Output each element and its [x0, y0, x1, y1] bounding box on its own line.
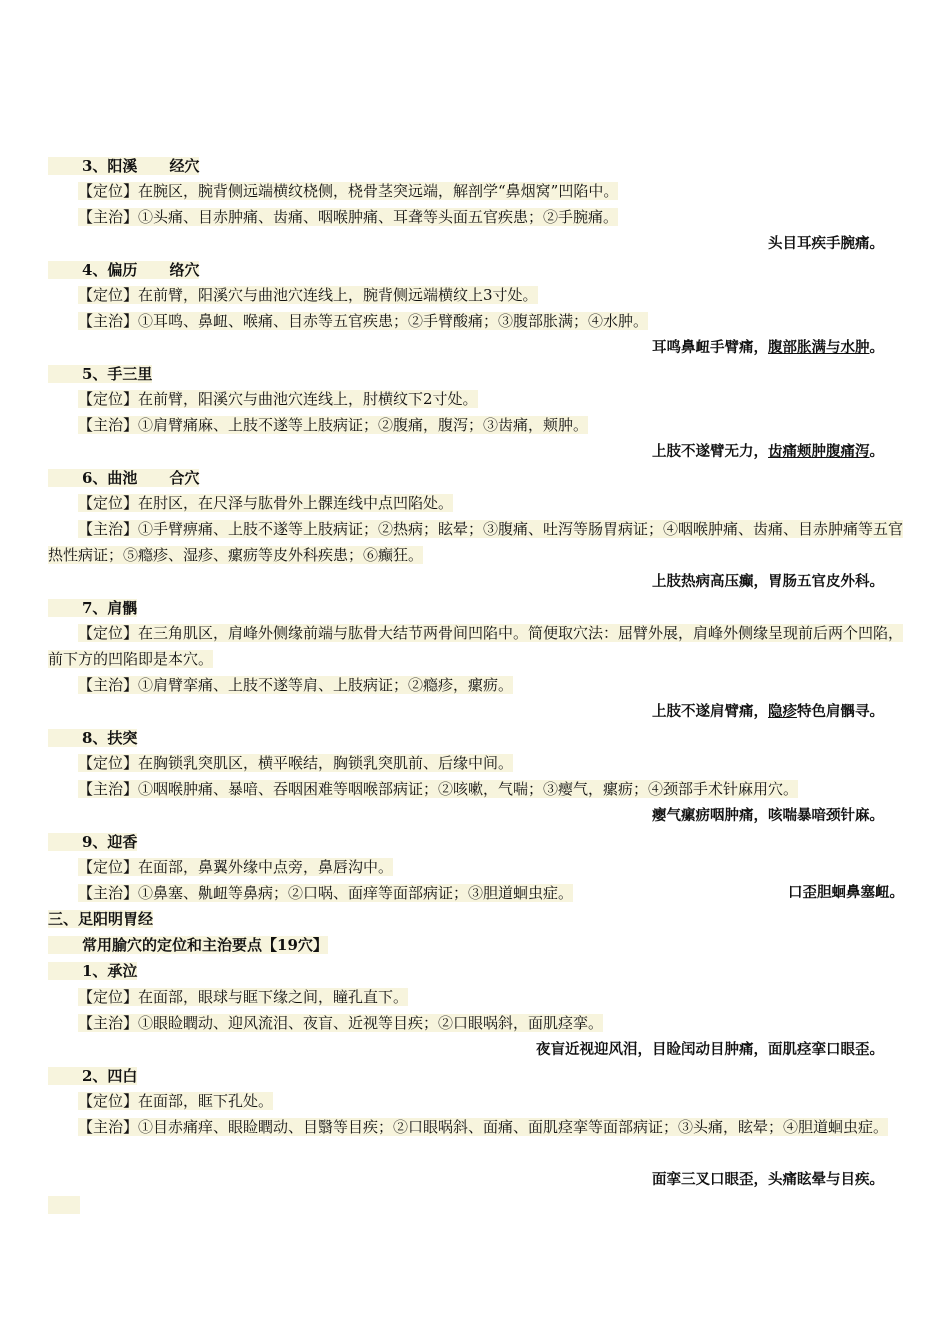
point-title: 9、迎香 — [48, 833, 137, 851]
mnemonic: 口歪胆蛔鼻塞衄。 — [788, 884, 904, 901]
mnemonic: 面挛三叉口眼歪，头痛眩晕与目疾。 — [652, 1171, 884, 1188]
point-tag: 合穴 — [137, 469, 199, 487]
point-heading — [48, 728, 137, 748]
mnemonic: 上肢不遂臂无力，齿痛颊肿腹痛泻。 — [652, 443, 884, 460]
point-heading — [48, 1066, 137, 1086]
point-title: 8、扶突 — [48, 729, 137, 747]
point-heading — [48, 961, 137, 981]
indication-line: 【主治】①咽喉肿痛、暴喑、吞咽困难等咽喉部病证；②咳嗽，气喘；③瘿气，瘰疬；④颈部手术针麻用穴。 — [78, 780, 799, 798]
point-tag: 络穴 — [137, 261, 199, 279]
indication-line: 【主治】①肩臂痛麻、上肢不遂等上肢病证；②腹痛，腹泻；③齿痛，颊肿。 — [78, 416, 589, 434]
point-title: 7、肩髃 — [48, 599, 137, 617]
mnemonic: 头目耳疾手腕痛。 — [768, 235, 884, 252]
location-line: 【定位】在胸锁乳突肌区，横平喉结，胸锁乳突肌前、后缘中间。 — [78, 754, 514, 772]
location-line: 【定位】在肘区，在尺泽与肱骨外上髁连线中点凹陷处。 — [78, 494, 454, 512]
point-heading — [48, 468, 199, 488]
location-line: 【定位】在前臂，阳溪穴与曲池穴连线上，肘横纹下2寸处。 — [78, 390, 478, 408]
point-heading — [48, 832, 137, 852]
mnemonic: 夜盲近视迎风泪，目睑闰动目肿痛，面肌痉挛口眼歪。 — [536, 1041, 884, 1058]
indication-line: 【主治】①眼睑瞤动、迎风流泪、夜盲、近视等目疾；②口眼㖞斜，面肌痉挛。 — [78, 1014, 604, 1032]
mnemonic: 瘿气瘰疬咽肿痛，咳喘暴喑颈针麻。 — [652, 807, 884, 824]
section-subheading: 常用腧穴的定位和主治要点【19穴】 — [48, 935, 328, 955]
location-line: 【定位】在面部，鼻翼外缘中点旁，鼻唇沟中。 — [78, 858, 394, 876]
point-title: 4、偏历 — [48, 261, 137, 279]
point-heading — [48, 598, 137, 618]
section-heading: 三、足阳明胃经 — [48, 910, 154, 928]
location-line: 【定位】在面部，眶下孔处。 — [78, 1092, 274, 1110]
point-title: 6、曲池 — [48, 469, 137, 487]
indication-paragraph: 【主治】①手臂痹痛、上肢不遂等上肢病证；②热病；眩晕；③腹痛、吐泻等肠胃病证；④咽喉肿痛、齿痛、目赤肿痛等五官热性病证；⑤瘾疹、湿疹、瘰疬等皮外科疾患；⑥癫狂。 — [48, 520, 904, 564]
indication-line: 【主治】①鼻塞、鼽衄等鼻病；②口㖞、面痒等面部病证；③胆道蛔虫症。 — [78, 884, 574, 902]
point-title: 2、四白 — [48, 1067, 137, 1085]
point-heading — [48, 156, 199, 176]
mnemonic: 上肢热病高压癫，胃肠五官皮外科。 — [652, 573, 884, 590]
mnemonic: 耳鸣鼻衄手臂痛，腹部胀满与水肿。 — [652, 339, 884, 356]
location-line: 【定位】在面部，眼球与眶下缘之间，瞳孔直下。 — [78, 988, 409, 1006]
indication-line: 【主治】①肩臂挛痛、上肢不遂等肩、上肢病证；②瘾疹，瘰疬。 — [78, 676, 514, 694]
point-title: 5、手三里 — [48, 365, 152, 383]
mnemonic: 上肢不遂肩臂痛，隐疹特色肩髃寻。 — [652, 703, 884, 720]
location-paragraph: 【定位】在三角肌区，肩峰外侧缘前端与肱骨大结节两骨间凹陷中。简便取穴法：屈臂外展，肩峰外侧缘呈现前后两个凹陷，前下方的凹陷即是本穴。 — [48, 624, 904, 668]
point-heading — [48, 260, 199, 280]
point-heading — [48, 364, 152, 384]
indication-line: 【主治】①耳鸣、鼻衄、喉痛、目赤等五官疾患；②手臂酸痛；③腹部胀满；④水肿。 — [78, 312, 649, 330]
location-line: 【定位】在前臂，阳溪穴与曲池穴连线上，腕背侧远端横纹上3寸处。 — [78, 286, 538, 304]
point-title: 3、阳溪 — [48, 157, 137, 175]
indication-line: 【主治】①头痛、目赤肿痛、齿痛、咽喉肿痛、耳聋等头面五官疾患；②手腕痛。 — [78, 208, 619, 226]
indication-paragraph: 【主治】①目赤痛痒、眼睑瞤动、目翳等目疾；②口眼㖞斜、面痛、面肌痉挛等面部病证；③头痛，眩晕；④胆道蛔虫症。 — [78, 1118, 889, 1136]
point-title: 1、承泣 — [48, 962, 137, 980]
empty-highlight — [48, 1196, 80, 1214]
location-line: 【定位】在腕区，腕背侧远端横纹桡侧，桡骨茎突远端，解剖学“鼻烟窝”凹陷中。 — [78, 182, 619, 200]
point-tag: 经穴 — [137, 157, 199, 175]
